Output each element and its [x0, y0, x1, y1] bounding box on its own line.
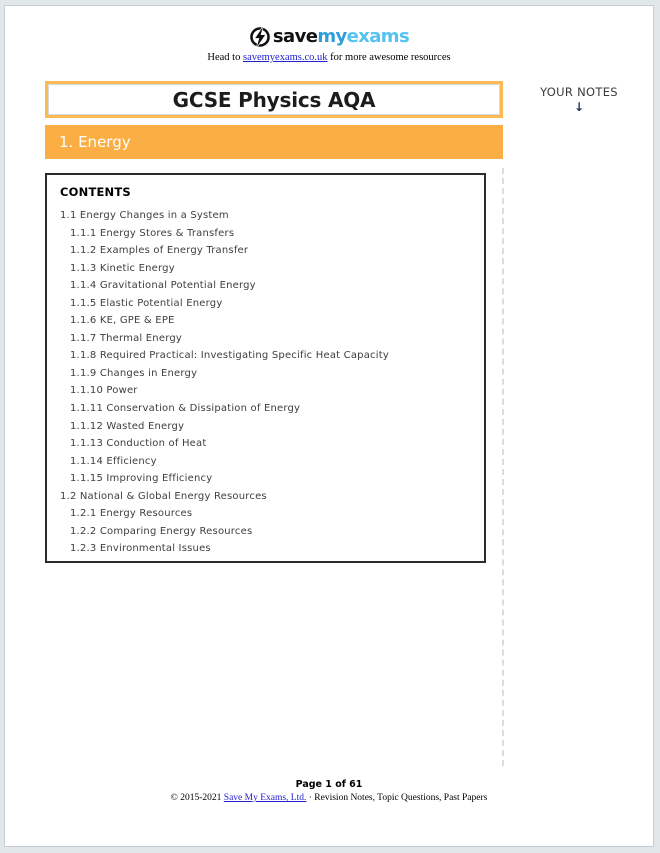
contents-list	[60, 207, 476, 558]
toc-item: 1.1.7 Thermal Energy	[70, 332, 182, 344]
toc-item: 1.1.12 Wasted Energy	[70, 420, 185, 432]
save-my-exams-footer-link[interactable]: Save My Exams, Ltd.	[223, 793, 307, 803]
header-tagline	[5, 52, 653, 63]
toc-item: 1.1.2 Examples of Energy Transfer	[70, 245, 249, 257]
toc-item: 1.1.15 Improving Efficiency	[70, 473, 213, 485]
toc-item: 1.2.2 Comparing Energy Resources	[70, 525, 253, 537]
brand-logo	[5, 26, 653, 48]
logo-text-my: my	[317, 26, 347, 47]
course-title-inner	[48, 84, 500, 115]
notes-dashed-divider	[502, 168, 504, 766]
document-page	[4, 5, 654, 847]
page-number: Page 1 of 61	[295, 779, 363, 790]
toc-item: 1.1.10 Power	[70, 385, 138, 397]
toc-item: 1.1.13 Conduction of Heat	[70, 438, 207, 450]
logo-text-exams: exams	[346, 26, 410, 47]
copyright-line	[5, 793, 653, 803]
contents-heading: CONTENTS	[60, 185, 131, 199]
your-notes-label: YOUR NOTES	[540, 85, 618, 99]
toc-item: 1.1.5 Elastic Potential Energy	[70, 297, 223, 309]
tagline-prefix: Head to	[207, 52, 243, 63]
toc-item: 1.1.3 Kinetic Energy	[70, 262, 175, 274]
lightning-bolt-icon	[249, 26, 271, 48]
toc-item: 1.1.1 Energy Stores & Transfers	[70, 227, 235, 239]
logo-text-save: save	[272, 26, 318, 47]
copyright-prefix: © 2015-2021	[170, 793, 224, 803]
course-title-box	[45, 81, 503, 118]
page-title: GCSE Physics AQA	[172, 87, 376, 112]
toc-item: 1.1.9 Changes in Energy	[70, 367, 198, 379]
toc-item: 1.2 National & Global Energy Resources	[60, 490, 267, 502]
toc-item: 1.1.8 Required Practical: Investigating Specific Heat Capacity	[70, 350, 389, 362]
toc-item: 1.1.6 KE, GPE & EPE	[70, 315, 175, 327]
toc-item: 1.2.3 Environmental Issues	[70, 543, 211, 555]
copyright-suffix: · Revision Notes, Topic Questions, Past Papers	[306, 793, 488, 803]
contents-box	[45, 173, 486, 563]
savemyexams-link[interactable]: savemyexams.co.uk	[242, 52, 328, 63]
down-arrow-icon: ↓	[573, 100, 585, 114]
toc-item: 1.2.1 Energy Resources	[70, 508, 193, 520]
toc-item: 1.1 Energy Changes in a System	[60, 210, 229, 221]
tagline-suffix: for more awesome resources	[327, 52, 451, 63]
toc-item: 1.1.4 Gravitational Potential Energy	[70, 280, 256, 292]
toc-item: 1.1.11 Conservation & Dissipation of Energy	[70, 403, 301, 415]
your-notes-column	[500, 85, 658, 114]
toc-item: 1.1.14 Efficiency	[70, 455, 157, 467]
section-banner: 1. Energy	[45, 125, 503, 159]
